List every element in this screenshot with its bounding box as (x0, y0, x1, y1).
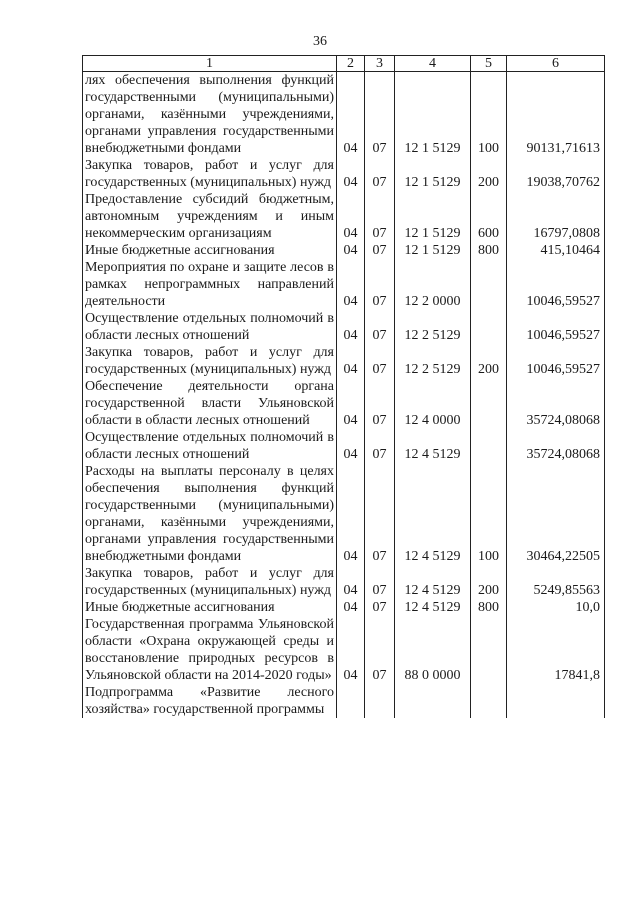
cell-vr (471, 378, 507, 429)
cell-name: Государственная программа Ульяновской области «Охрана окружающей среды и восстановление природных ресурсов в Ульяновской области на 2014-2020 годы» (83, 616, 337, 684)
cell-rz: 04 (337, 259, 365, 310)
cell-pr: 07 (365, 157, 395, 191)
cell-rz: 04 (337, 565, 365, 599)
cell-vr (471, 616, 507, 684)
cell-name: Мероприятия по охране и защите лесов в рамках непрограммных направлений деятельности (83, 259, 337, 310)
cell-pr: 07 (365, 191, 395, 242)
cell-rz: 04 (337, 344, 365, 378)
cell-pr: 07 (365, 259, 395, 310)
cell-sum: 415,10464 (507, 242, 605, 259)
cell-rz: 04 (337, 72, 365, 158)
cell-name: Закупка товаров, работ и услуг для государственных (муниципальных) нужд (83, 344, 337, 378)
cell-sum: 19038,70762 (507, 157, 605, 191)
cell-name: Осуществление отдельных полномочий в области лесных отношений (83, 429, 337, 463)
cell-csr (395, 684, 471, 718)
cell-sum: 35724,08068 (507, 429, 605, 463)
table-row (83, 565, 605, 599)
cell-name: Закупка товаров, работ и услуг для государственных (муниципальных) нужд (83, 565, 337, 599)
cell-vr: 100 (471, 72, 507, 158)
table-row (83, 378, 605, 429)
cell-vr (471, 259, 507, 310)
cell-sum: 10046,59527 (507, 310, 605, 344)
cell-name: Иные бюджетные ассигнования (83, 599, 337, 616)
cell-pr: 07 (365, 616, 395, 684)
cell-rz: 04 (337, 157, 365, 191)
table-row (83, 191, 605, 242)
cell-rz (337, 684, 365, 718)
cell-rz: 04 (337, 463, 365, 565)
table-row (83, 684, 605, 718)
table-header-row (83, 56, 605, 72)
cell-csr: 12 1 5129 (395, 191, 471, 242)
cell-csr: 12 4 5129 (395, 565, 471, 599)
cell-vr (471, 429, 507, 463)
cell-pr: 07 (365, 565, 395, 599)
cell-pr: 07 (365, 463, 395, 565)
cell-sum: 90131,71613 (507, 72, 605, 158)
cell-pr: 07 (365, 310, 395, 344)
cell-sum: 10046,59527 (507, 259, 605, 310)
table-row (83, 463, 605, 565)
cell-csr: 12 2 5129 (395, 310, 471, 344)
cell-csr: 12 4 0000 (395, 378, 471, 429)
cell-rz: 04 (337, 429, 365, 463)
table-body (83, 72, 605, 719)
table-row (83, 616, 605, 684)
cell-name: Осуществление отдельных полномочий в области лесных отношений (83, 310, 337, 344)
table-row (83, 599, 605, 616)
column-header: 6 (507, 56, 605, 72)
column-header: 5 (471, 56, 507, 72)
budget-table (82, 55, 605, 718)
cell-rz: 04 (337, 310, 365, 344)
cell-vr: 200 (471, 344, 507, 378)
table-row (83, 72, 605, 158)
cell-vr (471, 684, 507, 718)
cell-pr: 07 (365, 72, 395, 158)
cell-csr: 12 4 5129 (395, 429, 471, 463)
cell-csr: 88 0 0000 (395, 616, 471, 684)
cell-vr: 200 (471, 157, 507, 191)
cell-vr (471, 310, 507, 344)
cell-rz: 04 (337, 378, 365, 429)
cell-sum: 17841,8 (507, 616, 605, 684)
cell-name: Подпрограмма «Развитие лесного хозяйства» государственной программы (83, 684, 337, 718)
column-header: 4 (395, 56, 471, 72)
cell-name: Обеспечение деятельности органа государственной власти Ульяновской области в области лесных отношений (83, 378, 337, 429)
table-row (83, 429, 605, 463)
cell-csr: 12 2 0000 (395, 259, 471, 310)
cell-csr: 12 1 5129 (395, 242, 471, 259)
cell-name: Предоставление субсидий бюджетным, автономным учреждениям и иным некоммерческим организациям (83, 191, 337, 242)
cell-rz: 04 (337, 599, 365, 616)
cell-pr: 07 (365, 378, 395, 429)
cell-vr: 100 (471, 463, 507, 565)
table-row (83, 259, 605, 310)
table-row (83, 344, 605, 378)
column-header: 2 (337, 56, 365, 72)
column-header: 3 (365, 56, 395, 72)
cell-sum: 16797,0808 (507, 191, 605, 242)
cell-sum: 5249,85563 (507, 565, 605, 599)
table-row (83, 310, 605, 344)
cell-csr: 12 1 5129 (395, 72, 471, 158)
cell-vr: 200 (471, 565, 507, 599)
cell-vr: 600 (471, 191, 507, 242)
cell-rz: 04 (337, 616, 365, 684)
cell-csr: 12 2 5129 (395, 344, 471, 378)
cell-name: лях обеспечения выполнения функций государственными (муниципальными) органами, казёнными учреждениями, органами управления государственными внебюджетными фондами (83, 72, 337, 158)
cell-pr (365, 684, 395, 718)
cell-pr: 07 (365, 599, 395, 616)
cell-name: Расходы на выплаты персоналу в целях обеспечения выполнения функций государственными (муниципальными) органами, казёнными учреждениями, органами управления государственными внебюджетными фондами (83, 463, 337, 565)
cell-csr: 12 1 5129 (395, 157, 471, 191)
cell-vr: 800 (471, 599, 507, 616)
cell-pr: 07 (365, 429, 395, 463)
column-header: 1 (83, 56, 337, 72)
cell-csr: 12 4 5129 (395, 463, 471, 565)
table-row (83, 242, 605, 259)
table-row (83, 157, 605, 191)
cell-pr: 07 (365, 344, 395, 378)
cell-name: Закупка товаров, работ и услуг для государственных (муниципальных) нужд (83, 157, 337, 191)
cell-rz: 04 (337, 191, 365, 242)
cell-rz: 04 (337, 242, 365, 259)
cell-vr: 800 (471, 242, 507, 259)
cell-sum: 10046,59527 (507, 344, 605, 378)
cell-sum: 30464,22505 (507, 463, 605, 565)
cell-csr: 12 4 5129 (395, 599, 471, 616)
page-number: 36 (313, 34, 327, 49)
cell-sum: 10,0 (507, 599, 605, 616)
cell-sum: 35724,08068 (507, 378, 605, 429)
cell-name: Иные бюджетные ассигнования (83, 242, 337, 259)
cell-pr: 07 (365, 242, 395, 259)
cell-sum (507, 684, 605, 718)
